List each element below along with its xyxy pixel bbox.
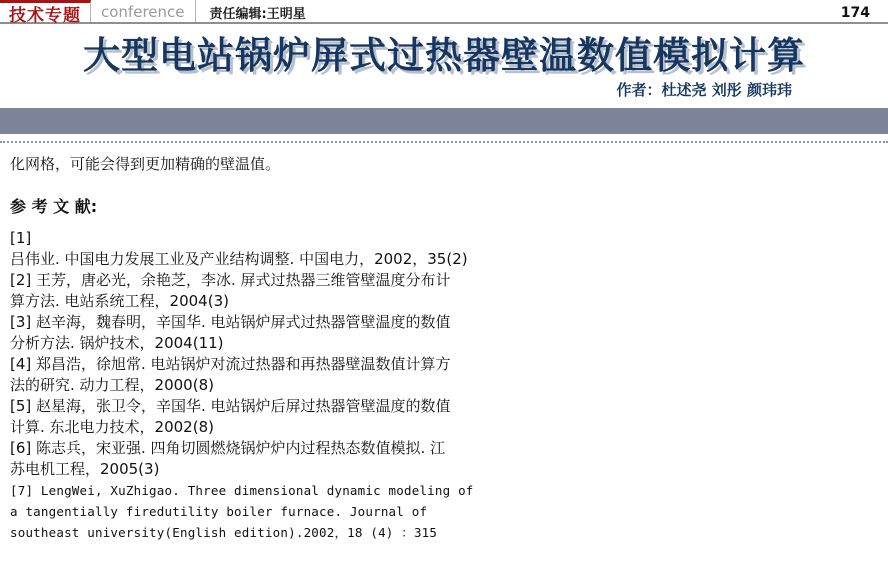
body-intro: 化网格，可能会得到更加精确的壁温值。	[10, 155, 281, 173]
brand-subtitle: conference	[101, 2, 185, 21]
reference-line: 法的研究. 动力工程，2000(8)	[10, 376, 214, 394]
reference-list	[10, 228, 878, 480]
editor-credit: 责任编辑:王明星	[209, 7, 306, 22]
reference-line: 分析方法. 锅炉技术，2004(11)	[10, 334, 224, 352]
brand-subtitle-box	[91, 0, 196, 22]
page-number: 174	[840, 4, 870, 21]
article-body	[0, 143, 888, 543]
reference-line: a tangentially firedutility boiler furnace. Journal of	[10, 504, 428, 519]
page-header	[0, 0, 888, 24]
brand-box	[0, 0, 91, 26]
reference-line: [7] LengWei, XuZhigao. Three dimensional dynamic modeling of	[10, 483, 474, 498]
reference-line: [5] 赵星海，张卫令，辛国华. 电站锅炉后屏过热器管壁温度的数值	[10, 397, 451, 415]
reference-line: southeast university(English edition).2002，18 (4) ：315	[10, 525, 438, 540]
title-block	[0, 34, 888, 100]
references-heading: 参 考 文 献:	[10, 197, 98, 216]
article-title: 大型电站锅炉屏式过热器壁温数值模拟计算	[83, 34, 805, 77]
reference-line: [6] 陈志兵，宋亚强. 四角切圆燃烧锅炉炉内过程热态数值模拟. 江	[10, 439, 446, 457]
reference-line: [3] 赵辛海，魏春明，辛国华. 电站锅炉屏式过热器管壁温度的数值	[10, 313, 451, 331]
reference-line: 苏电机工程，2005(3)	[10, 460, 160, 478]
reference-line: 计算. 东北电力技术，2002(8)	[10, 418, 214, 436]
article-authors: 作者：杜述尧 刘彤 颜玮玮	[616, 81, 792, 99]
reference-line: [2] 王芳，唐必光，余艳芝，李冰. 屏式过热器三维管壁温度分布计	[10, 271, 451, 289]
reference-list-en	[10, 480, 878, 543]
reference-line: 算方法. 电站系统工程，2004(3)	[10, 292, 229, 310]
reference-line: [4] 郑昌浩，徐旭常. 电站锅炉对流过热器和再热器壁温数值计算方	[10, 355, 451, 373]
reference-line: 吕伟业. 中国电力发展工业及产业结构调整. 中国电力，2002，35(2)	[10, 250, 468, 268]
section-divider-bar	[0, 108, 888, 134]
reference-line: [1]	[10, 229, 32, 247]
brand-label: 技术专题	[9, 5, 81, 26]
